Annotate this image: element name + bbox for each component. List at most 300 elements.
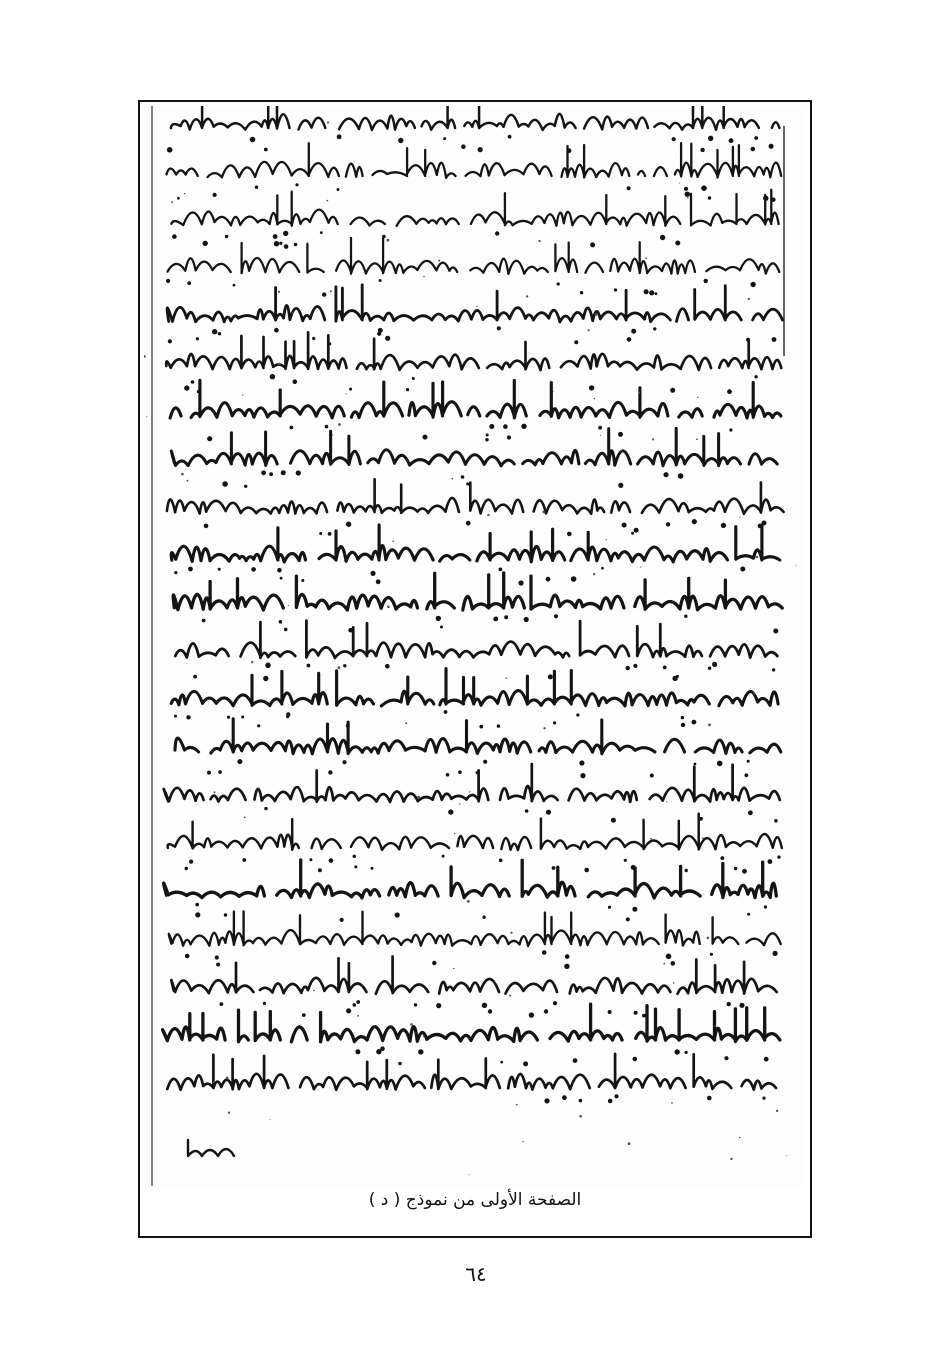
diacritic-dot bbox=[342, 760, 346, 764]
diacritic-dot bbox=[499, 568, 503, 572]
diacritic-dot bbox=[764, 905, 767, 908]
paper-speck bbox=[171, 201, 173, 203]
diacritic-dot bbox=[521, 424, 526, 429]
paper-speck bbox=[357, 1015, 359, 1017]
diacritic-dot bbox=[681, 716, 684, 719]
paper-speck bbox=[181, 473, 184, 476]
paper-speck bbox=[542, 511, 545, 514]
handwritten-line bbox=[171, 428, 777, 465]
diacritic-dot bbox=[627, 186, 631, 190]
handwritten-line bbox=[171, 106, 780, 130]
paper-speck bbox=[756, 556, 759, 559]
diacritic-dot bbox=[483, 760, 487, 764]
diacritic-dot bbox=[622, 523, 627, 528]
diacritic-dot bbox=[398, 1062, 402, 1066]
diacritic-dot bbox=[185, 867, 189, 871]
diacritic-dot bbox=[184, 385, 189, 390]
diacritic-dot bbox=[611, 818, 616, 823]
diacritic-dot bbox=[346, 522, 351, 527]
diacritic-dot bbox=[707, 1096, 712, 1101]
diacritic-dot bbox=[542, 950, 547, 955]
diacritic-dot bbox=[284, 244, 289, 249]
diacritic-dot bbox=[166, 279, 170, 283]
paper-speck bbox=[714, 1025, 715, 1026]
diacritic-dot bbox=[255, 186, 258, 189]
diacritic-dot bbox=[544, 1098, 549, 1103]
diacritic-dot bbox=[354, 865, 357, 868]
diacritic-dot bbox=[478, 147, 483, 152]
diacritic-dot bbox=[739, 1003, 744, 1008]
paper-speck bbox=[242, 394, 243, 395]
paper-speck bbox=[671, 1102, 673, 1104]
diacritic-dot bbox=[663, 666, 667, 670]
diacritic-dot bbox=[692, 519, 697, 524]
diacritic-dot bbox=[489, 424, 494, 429]
page-number: ٦٤ bbox=[465, 1262, 487, 1286]
diacritic-dot bbox=[626, 917, 630, 921]
paper-speck bbox=[697, 397, 698, 398]
diacritic-dot bbox=[553, 721, 556, 724]
diacritic-dot bbox=[168, 339, 172, 343]
paper-speck bbox=[776, 1110, 778, 1112]
paper-speck bbox=[553, 391, 554, 392]
diacritic-dot bbox=[580, 291, 583, 294]
diacritic-dot bbox=[764, 1057, 769, 1062]
diacritic-dot bbox=[701, 185, 707, 191]
diacritic-dot bbox=[191, 380, 195, 384]
diacritic-dot bbox=[589, 385, 594, 390]
diacritic-dot bbox=[632, 907, 637, 912]
diacritic-dot bbox=[187, 281, 191, 285]
diacritic-dot bbox=[650, 774, 654, 778]
diacritic-dot bbox=[264, 148, 268, 152]
diacritic-dot bbox=[773, 629, 778, 634]
diacritic-dot bbox=[319, 532, 322, 535]
paper-speck bbox=[327, 121, 329, 123]
diacritic-dot bbox=[754, 375, 757, 378]
diacritic-dot bbox=[461, 475, 465, 479]
paper-speck bbox=[556, 553, 558, 555]
diacritic-dot bbox=[666, 522, 670, 526]
paper-speck bbox=[387, 606, 390, 609]
paper-specks bbox=[144, 121, 797, 1175]
paper-speck bbox=[600, 435, 601, 436]
diacritic-dot bbox=[598, 426, 602, 430]
diacritic-dot bbox=[337, 134, 342, 139]
diacritic-dot bbox=[631, 329, 636, 334]
diacritic-dot bbox=[553, 1001, 557, 1005]
diacritic-dot bbox=[720, 856, 724, 860]
diacritic-dot bbox=[608, 1010, 612, 1014]
paper-speck bbox=[346, 393, 347, 394]
diacritic-dot bbox=[708, 667, 711, 670]
paper-speck bbox=[707, 937, 710, 940]
paper-speck bbox=[338, 423, 341, 426]
paper-speck bbox=[438, 260, 440, 262]
paper-speck bbox=[593, 573, 595, 575]
diacritic-dot bbox=[207, 436, 212, 441]
diacritic-dot bbox=[579, 1099, 583, 1103]
diacritic-dot bbox=[618, 432, 623, 437]
diacritic-dot bbox=[750, 282, 755, 287]
paper-speck bbox=[696, 438, 698, 440]
paper-speck bbox=[739, 1137, 741, 1139]
diacritic-dot bbox=[196, 337, 199, 340]
handwritten-line bbox=[167, 1054, 776, 1090]
paper-speck bbox=[606, 539, 607, 540]
diacritic-dot bbox=[685, 192, 690, 197]
paper-speck bbox=[594, 398, 596, 400]
diacritic-dot bbox=[626, 666, 630, 670]
diacritic-dot bbox=[436, 616, 441, 621]
diacritic-dot bbox=[762, 1097, 765, 1100]
diacritic-dot bbox=[379, 279, 382, 282]
diacritic-dot bbox=[167, 147, 173, 153]
diacritic-dot bbox=[751, 147, 756, 152]
diacritic-dot bbox=[458, 770, 462, 774]
diacritic-dot bbox=[202, 619, 206, 623]
diacritic-dot bbox=[544, 1009, 548, 1013]
diacritic-dot bbox=[423, 435, 428, 440]
diacritic-dot bbox=[265, 663, 271, 669]
diacritic-dot bbox=[446, 773, 450, 777]
paper-speck bbox=[543, 727, 545, 729]
diacritic-dot bbox=[574, 340, 578, 344]
handwritten-line bbox=[167, 479, 784, 514]
diacritic-dot bbox=[633, 664, 637, 668]
diacritic-dot bbox=[263, 676, 268, 681]
diacritic-dot bbox=[590, 242, 595, 247]
diacritic-dot bbox=[564, 964, 569, 969]
diacritic-dot bbox=[704, 279, 708, 283]
diacritic-dot bbox=[675, 241, 680, 246]
diacritic-dot bbox=[495, 231, 499, 235]
diacritic-dot bbox=[734, 867, 737, 870]
catchword bbox=[188, 1140, 234, 1156]
diacritic-dot bbox=[257, 724, 260, 727]
diacritic-dot bbox=[444, 710, 448, 714]
diacritic-dot bbox=[663, 472, 668, 477]
diacritic-dot bbox=[772, 668, 775, 671]
diacritic-dot bbox=[608, 906, 611, 909]
handwritten-line bbox=[167, 285, 782, 322]
diacritic-dot bbox=[281, 470, 286, 475]
handwritten-line bbox=[173, 573, 782, 610]
diacritic-dot bbox=[573, 1058, 578, 1063]
diacritic-dot bbox=[692, 720, 697, 725]
paper-speck bbox=[628, 1142, 631, 1145]
diacritic-dot bbox=[740, 567, 745, 572]
handwritten-lines bbox=[163, 106, 784, 1156]
paper-speck bbox=[251, 661, 253, 663]
diacritic-dot bbox=[745, 773, 749, 777]
diacritic-dot bbox=[328, 532, 332, 536]
paper-speck bbox=[748, 298, 750, 300]
diacritic-dot bbox=[213, 193, 217, 197]
diacritic-dot bbox=[251, 567, 256, 572]
diacritic-dot bbox=[763, 196, 768, 201]
diacritic-dot bbox=[685, 1051, 688, 1054]
diacritic-dot bbox=[710, 953, 713, 956]
diacritic-dot bbox=[684, 187, 688, 191]
paper-speck bbox=[410, 1023, 413, 1026]
diacritic-dot bbox=[466, 521, 471, 526]
diacritic-dot bbox=[398, 138, 403, 143]
paper-speck bbox=[650, 838, 652, 840]
diacritic-dot bbox=[642, 1014, 646, 1018]
diacritic-dot bbox=[212, 329, 217, 334]
handwritten-line bbox=[171, 525, 780, 562]
handwritten-line bbox=[167, 143, 782, 178]
diacritic-dot bbox=[412, 377, 415, 380]
diacritic-dot bbox=[724, 1056, 728, 1060]
diacritic-dot bbox=[567, 532, 572, 537]
diacritic-dot bbox=[222, 481, 228, 487]
diacritic-dot bbox=[312, 337, 315, 340]
diacritic-dot bbox=[270, 374, 275, 379]
diacritic-dot bbox=[584, 868, 589, 873]
diacritic-dot bbox=[694, 763, 697, 766]
diacritic-dot bbox=[346, 1008, 351, 1013]
diacritic-dot bbox=[377, 332, 381, 336]
diacritic-dot bbox=[225, 235, 228, 238]
diacritic-dot bbox=[681, 723, 685, 727]
diacritic-dot bbox=[653, 327, 656, 330]
diacritic-dot bbox=[203, 241, 208, 246]
manuscript-image bbox=[144, 106, 806, 1186]
diacritic-dot bbox=[280, 577, 283, 580]
diacritic-dot bbox=[746, 338, 750, 342]
diacritic-dot bbox=[283, 231, 288, 236]
handwritten-line bbox=[175, 621, 777, 658]
handwritten-line bbox=[168, 238, 780, 274]
diacritic-dot bbox=[273, 234, 278, 239]
diacritic-dot bbox=[353, 855, 356, 858]
paper-speck bbox=[652, 438, 654, 440]
handwritten-line bbox=[171, 957, 776, 994]
diacritic-dot bbox=[631, 532, 634, 535]
diacritic-dot bbox=[678, 473, 684, 479]
paper-speck bbox=[588, 329, 590, 331]
diacritic-dot bbox=[204, 524, 209, 529]
paper-speck bbox=[454, 833, 455, 834]
diacritic-dot bbox=[773, 951, 778, 956]
paper-speck bbox=[786, 1155, 787, 1156]
paper-speck bbox=[313, 990, 315, 992]
diacritic-dot bbox=[279, 620, 283, 624]
diacritic-dot bbox=[328, 770, 332, 774]
paper-speck bbox=[184, 193, 186, 195]
diacritic-dot bbox=[554, 614, 558, 618]
paper-speck bbox=[753, 692, 755, 694]
diacritic-dot bbox=[279, 242, 282, 245]
handwritten-line bbox=[164, 764, 780, 802]
paper-speck bbox=[702, 837, 704, 839]
diacritic-dot bbox=[195, 912, 200, 917]
diacritic-dot bbox=[302, 1013, 306, 1017]
diacritic-dot bbox=[777, 855, 780, 858]
diacritic-dot bbox=[601, 567, 604, 570]
diacritic-dot bbox=[177, 197, 180, 200]
paper-speck bbox=[330, 290, 332, 292]
diacritic-dot bbox=[353, 1003, 357, 1007]
paper-speck bbox=[487, 514, 489, 516]
paper-speck bbox=[423, 1036, 424, 1037]
paper-speck bbox=[144, 355, 146, 358]
diacritic-dot bbox=[418, 1049, 423, 1054]
diacritic-dot bbox=[624, 859, 627, 862]
paper-speck bbox=[453, 968, 455, 970]
diacritic-dot bbox=[307, 664, 311, 668]
diacritic-dot bbox=[286, 712, 290, 716]
diacritic-dot bbox=[557, 282, 560, 285]
diacritic-dot bbox=[518, 580, 523, 585]
diacritic-dot bbox=[468, 483, 471, 486]
diacritic-dot bbox=[546, 577, 551, 582]
diacritic-dot bbox=[485, 438, 488, 441]
diacritic-dot bbox=[207, 771, 211, 775]
diacritic-dot bbox=[293, 379, 298, 384]
diacritic-dot bbox=[461, 144, 466, 149]
diacritic-dot bbox=[185, 954, 190, 959]
diacritic-dot bbox=[309, 858, 312, 861]
diacritic-dot bbox=[631, 865, 636, 870]
paper-speck bbox=[663, 963, 665, 965]
paper-speck bbox=[292, 312, 294, 314]
paper-speck bbox=[516, 1104, 518, 1106]
paper-speck bbox=[387, 239, 390, 242]
paper-speck bbox=[244, 817, 246, 819]
diacritic-dot bbox=[499, 859, 503, 863]
diacritic-dot bbox=[482, 916, 485, 919]
diacritic-dot bbox=[666, 954, 672, 960]
handwritten-line bbox=[166, 332, 781, 370]
diacritic-dot bbox=[562, 1095, 567, 1100]
diacritic-dot bbox=[274, 328, 279, 333]
diacritic-dot bbox=[189, 860, 193, 864]
paper-speck bbox=[468, 1174, 469, 1175]
diacritic-dot bbox=[576, 713, 579, 716]
diacritic-dot bbox=[567, 148, 572, 153]
diacritic-dot bbox=[479, 725, 483, 729]
diacritic-dot bbox=[395, 912, 400, 917]
paper-speck bbox=[539, 240, 541, 242]
diacritic-dot bbox=[294, 243, 298, 247]
paper-speck bbox=[405, 722, 407, 724]
paper-speck bbox=[288, 605, 289, 606]
diacritic-dot bbox=[580, 773, 585, 778]
diacritic-dot bbox=[670, 388, 675, 393]
paper-speck bbox=[476, 306, 477, 307]
diacritic-dot bbox=[608, 1099, 613, 1104]
diacritic-dot bbox=[497, 326, 501, 330]
diacritic-dot bbox=[188, 567, 193, 572]
diacritic-dot bbox=[385, 664, 390, 669]
paper-speck bbox=[392, 541, 394, 543]
paper-speck bbox=[673, 982, 675, 984]
diacritic-dot bbox=[571, 576, 577, 582]
manuscript-handwriting bbox=[144, 106, 806, 1186]
diacritic-dot bbox=[700, 148, 704, 152]
diacritic-dot bbox=[529, 1012, 534, 1017]
diacritic-dot bbox=[322, 292, 326, 296]
paper-speck bbox=[469, 791, 470, 792]
paper-speck bbox=[278, 363, 281, 366]
diacritic-dot bbox=[264, 807, 267, 810]
handwritten-line bbox=[164, 860, 777, 898]
diacritic-dot bbox=[644, 289, 649, 294]
page-frame bbox=[138, 100, 812, 1238]
paper-speck bbox=[509, 995, 511, 997]
diacritic-dot bbox=[328, 342, 331, 345]
paper-speck bbox=[595, 313, 598, 316]
diacritic-dot bbox=[346, 724, 350, 728]
diacritic-dot bbox=[708, 136, 713, 141]
diacritic-dot bbox=[325, 425, 329, 429]
diacritic-dot bbox=[649, 290, 654, 295]
paper-speck bbox=[338, 666, 341, 669]
paper-speck bbox=[638, 392, 640, 394]
diacritic-dot bbox=[685, 869, 688, 872]
diacritic-dot bbox=[524, 617, 529, 622]
diacritic-dot bbox=[348, 628, 353, 633]
diacritic-dot bbox=[508, 135, 512, 139]
paper-speck bbox=[708, 724, 711, 727]
handwritten-line bbox=[168, 814, 782, 850]
diacritic-dot bbox=[274, 241, 279, 246]
diacritic-dot bbox=[371, 867, 374, 870]
diacritic-dot bbox=[442, 855, 445, 858]
diacritic-dot bbox=[552, 866, 556, 870]
paper-speck bbox=[522, 1141, 523, 1142]
diacritic-dot bbox=[330, 434, 333, 437]
diacritic-dot bbox=[269, 472, 273, 476]
paper-speck bbox=[423, 276, 424, 277]
diacritic-dot bbox=[224, 913, 227, 916]
diacritic-dot bbox=[748, 810, 753, 815]
diacritic-dot bbox=[414, 1003, 417, 1006]
diacritic-dot bbox=[729, 138, 734, 143]
paper-speck bbox=[796, 565, 797, 566]
paper-speck bbox=[451, 478, 453, 480]
paper-speck bbox=[505, 677, 507, 679]
diacritic-dot bbox=[634, 1011, 638, 1015]
diacritic-dot bbox=[277, 568, 282, 573]
paper-speck bbox=[270, 1119, 271, 1120]
diacritic-dot bbox=[742, 869, 747, 874]
paper-speck bbox=[666, 801, 667, 802]
diacritic-dot bbox=[546, 810, 551, 815]
diacritic-dot bbox=[523, 1061, 528, 1066]
paper-speck bbox=[640, 566, 641, 567]
diacritic-dot bbox=[503, 424, 508, 429]
diacritic-dot bbox=[376, 1049, 381, 1054]
diacritic-dot bbox=[655, 292, 658, 295]
diacritic-dot bbox=[406, 388, 409, 391]
diacritic-dot bbox=[672, 137, 676, 141]
paper-speck bbox=[146, 416, 147, 417]
diacritic-dot bbox=[727, 389, 732, 394]
diacritic-dot bbox=[376, 579, 381, 584]
paper-speck bbox=[417, 796, 420, 799]
handwritten-line bbox=[175, 719, 781, 754]
figure-caption: الصفحة الأولى من نموذج ( د ) bbox=[368, 1190, 582, 1210]
diacritic-dot bbox=[448, 809, 453, 814]
paper-speck bbox=[187, 480, 189, 482]
diacritic-dot bbox=[218, 770, 222, 774]
paper-speck bbox=[730, 1158, 732, 1160]
paper-speck bbox=[510, 932, 512, 934]
